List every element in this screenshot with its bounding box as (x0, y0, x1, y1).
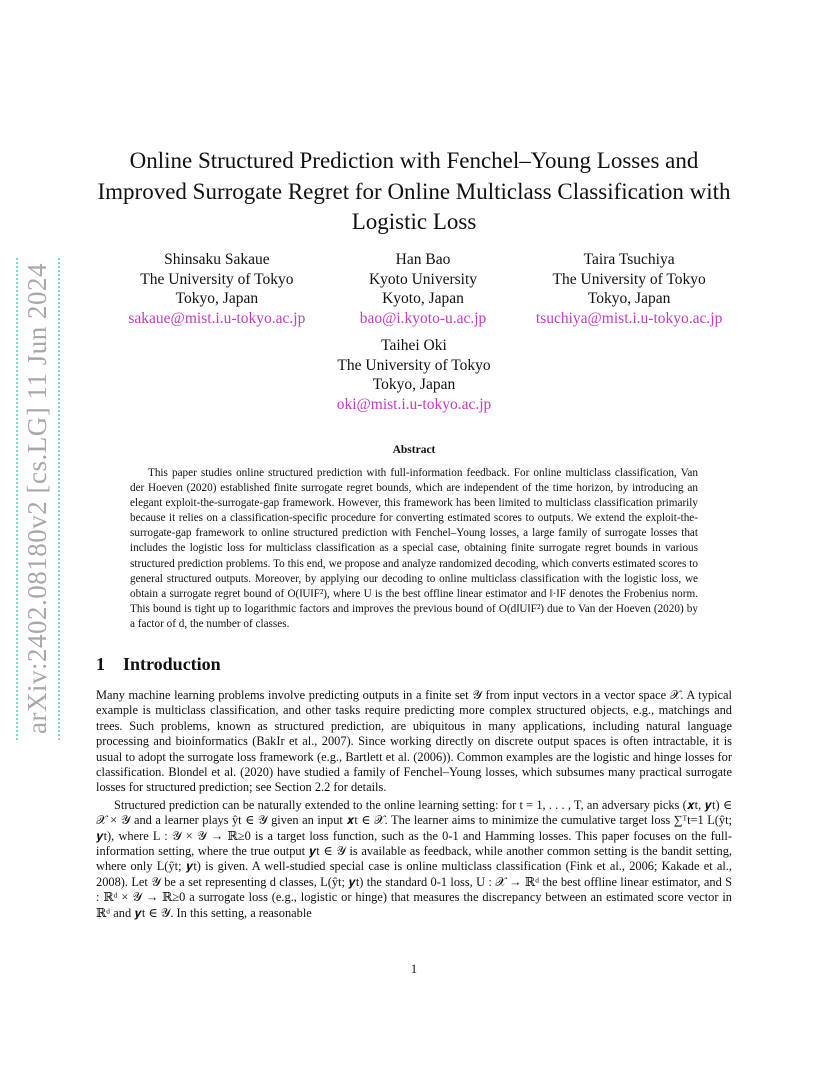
author-name: Han Bao (395, 251, 451, 268)
author-block (330, 250, 517, 328)
body-paragraph: Many machine learning problems involve predicting outputs in a finite set 𝒴 from input vectors in a vector space 𝒳. A typical example is multiclass classification, and other tasks require predicting more complex structured objects, e.g., matchings and trees. Such problems, known as structured prediction, are ubiquitous in many applications, including natural language processing and bioinformatics (BakIr et al., 2007). Since working directly on discrete output spaces is often intractable, it is usual to adopt the surrogate loss framework (e.g., Bartlett et al. (2006)). Common examples are the logistic and hinge losses for classification. Blondel et al. (2020) have studied a family of Fenchel–Young losses, which subsumes many practical surrogate losses for structured prediction; see Section 2.2 for details. (96, 688, 732, 795)
author-block (104, 250, 330, 328)
author-affiliation: Kyoto University (368, 270, 478, 288)
author-email-link[interactable]: tsuchiya@mist.i.u-tokyo.ac.jp (535, 309, 723, 327)
author-location: Tokyo, Japan (372, 376, 456, 393)
author-email-link[interactable]: oki@mist.i.u-tokyo.ac.jp (336, 395, 492, 413)
section-heading (96, 654, 221, 675)
author-location: Kyoto, Japan (382, 290, 464, 307)
section-number: 1 (96, 654, 105, 674)
author-location: Tokyo, Japan (587, 290, 671, 307)
author-affiliation: The University of Tokyo (140, 270, 294, 288)
author-location: Tokyo, Japan (175, 290, 259, 307)
abstract-heading: Abstract (392, 444, 436, 456)
author-email-link[interactable]: bao@i.kyoto-u.ac.jp (359, 309, 487, 327)
abstract-body (130, 466, 698, 632)
arxiv-stamp-text: arXiv:2402.08180v2 [cs.LG] 11 Jun 2024 (21, 262, 52, 734)
body-text (96, 688, 732, 923)
arxiv-stamp (14, 258, 60, 738)
author-name: Taihei Oki (381, 337, 447, 354)
paper-title: Online Structured Prediction with Fenchel–Young Losses and Improved Surrogate Regret for Online Multiclass Classification with Logistic Loss (97, 148, 731, 234)
abstract-paragraph: This paper studies online structured prediction with full-information feedback. For online multiclass classification, Van der Hoeven (2020) established finite surrogate regret bounds, which are independent of the time horizon, by introducing an elegant exploit-the-surrogate-gap framework. However, this framework has been limited to multiclass classification primarily because it relies on a classification-specific procedure for converting estimated scores to outputs. We extend the exploit-the-surrogate-gap framework to online structured prediction with Fenchel–Young losses, a large family of surrogate losses that includes the logistic loss for multiclass classification as a special case, obtaining finite surrogate regret bounds in various structured prediction problems. To this end, we propose and analyze randomized decoding, which converts estimated scores to general structured outputs. Moreover, by applying our decoding to online multiclass classification with the logistic loss, we obtain a surrogate regret bound of O(‖U‖F²), where U is the best offline linear estimator and ‖·‖F denotes the Frobenius norm. This bound is tight up to logarithmic factors and improves the previous bound of O(d‖U‖F²) due to Van der Hoeven (2020) by a factor of d, the number of classes. (130, 467, 698, 630)
author-affiliation: The University of Tokyo (337, 356, 491, 374)
author-name: Taira Tsuchiya (583, 251, 675, 268)
author-row (96, 250, 732, 328)
author-affiliation: The University of Tokyo (552, 270, 706, 288)
author-email-link[interactable]: sakaue@mist.i.u-tokyo.ac.jp (128, 309, 306, 327)
author-name: Shinsaku Sakaue (164, 251, 270, 268)
author-block (516, 250, 742, 328)
page-number: 1 (410, 962, 418, 976)
author-block (300, 336, 528, 414)
body-paragraph: Structured prediction can be naturally extended to the online learning setting: for t = 1, . . . , T, an adversary picks (𝒙t, 𝒚t) ∈ 𝒳 × 𝒴 and a learner plays ŷt ∈ 𝒴 given an input 𝒙t ∈ 𝒳. The learner aims to minimize the cumulative target loss ∑ᵀt=1 L(ŷt; 𝒚t), where L : 𝒴 × 𝒴 → ℝ≥0 is a target loss function, such as the 0-1 and Hamming losses. This paper focuses on the full-information setting, where the true output 𝒚t ∈ 𝒴 is available as feedback, while another common setting is the bandit setting, where only L(ŷt; 𝒚t) is given. A well-studied special case is online multiclass classification (Fink et al., 2006; Kakade et al., 2008). Let 𝒴 be a set representing d classes, L(ŷt; 𝒚t) the standard 0-1 loss, U : 𝒳 → ℝᵈ the best offline linear estimator, and S : ℝᵈ × 𝒴 → ℝ≥0 a surrogate loss (e.g., logistic or hinge) that measures the discrepancy between an estimated score vector in ℝᵈ and 𝒚t ∈ 𝒴. In this setting, a reasonable (96, 797, 732, 920)
section-title: Introduction (123, 654, 221, 674)
